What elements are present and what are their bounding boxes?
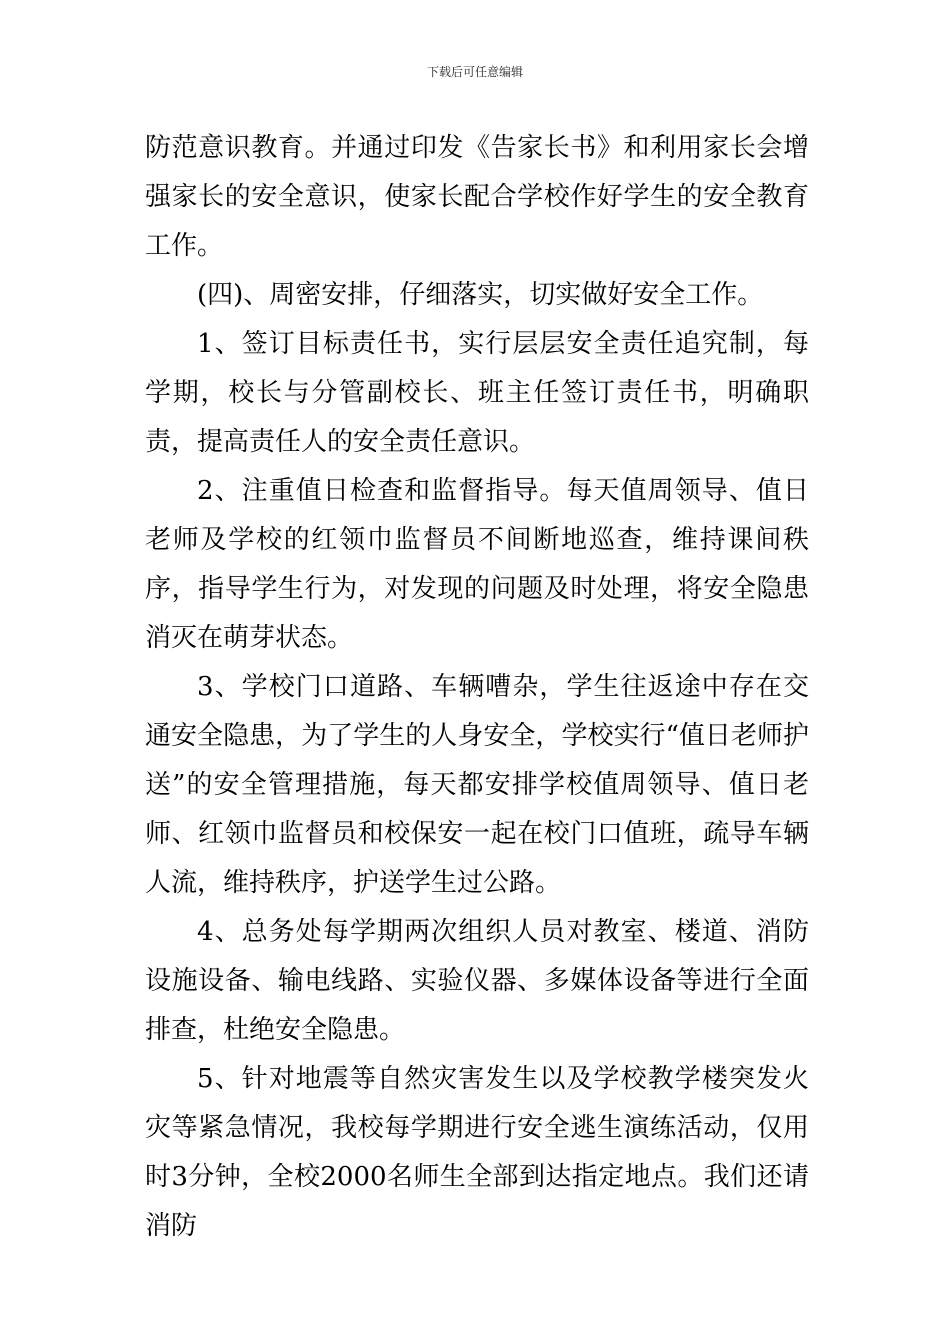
paragraph-item-3: 3、学校门口道路、车辆嘈杂，学生往返途中存在交通安全隐患，为了学生的人身安全，学校实行“值日老师护送”的安全管理措施，每天都安排学校值周领导、值日老师、红领巾监督员和校保安一起在校门口值班，疏导车辆人流，维持秩序，护送学生过公路。 [145, 672, 809, 898]
paragraph-item-4: 4、总务处每学期两次组织人员对教室、楼道、消防设施设备、输电线路、实验仪器、多媒体设备等进行全面排查，杜绝安全隐患。 [145, 917, 809, 1045]
document-body [145, 124, 809, 1251]
section-heading-four: (四)、周密安排，仔细落实，切实做好安全工作。 [197, 280, 764, 310]
paragraph-continuation: 防范意识教育。并通过印发《告家长书》和利用家长会增强家长的安全意识，使家长配合学校作好学生的安全教育工作。 [145, 133, 809, 261]
paragraph-item-1: 1、签订目标责任书，实行层层安全责任追究制，每学期，校长与分管副校长、班主任签订责任书，明确职责，提高责任人的安全责任意识。 [145, 329, 809, 457]
paragraph-item-2: 2、注重值日检查和监督指导。每天值周领导、值日老师及学校的红领巾监督员不间断地巡查，维持课间秩序，指导学生行为，对发现的问题及时处理，将安全隐患消灭在萌芽状态。 [145, 476, 809, 653]
paragraph-item-5: 5、针对地震等自然灾害发生以及学校教学楼突发火灾等紧急情况，我校每学期进行安全逃生演练活动，仅用时3分钟，全校2000名师生全部到达指定地点。我们还请消防 [145, 1064, 809, 1241]
page-header-note: 下载后可任意编辑 [426, 65, 523, 79]
